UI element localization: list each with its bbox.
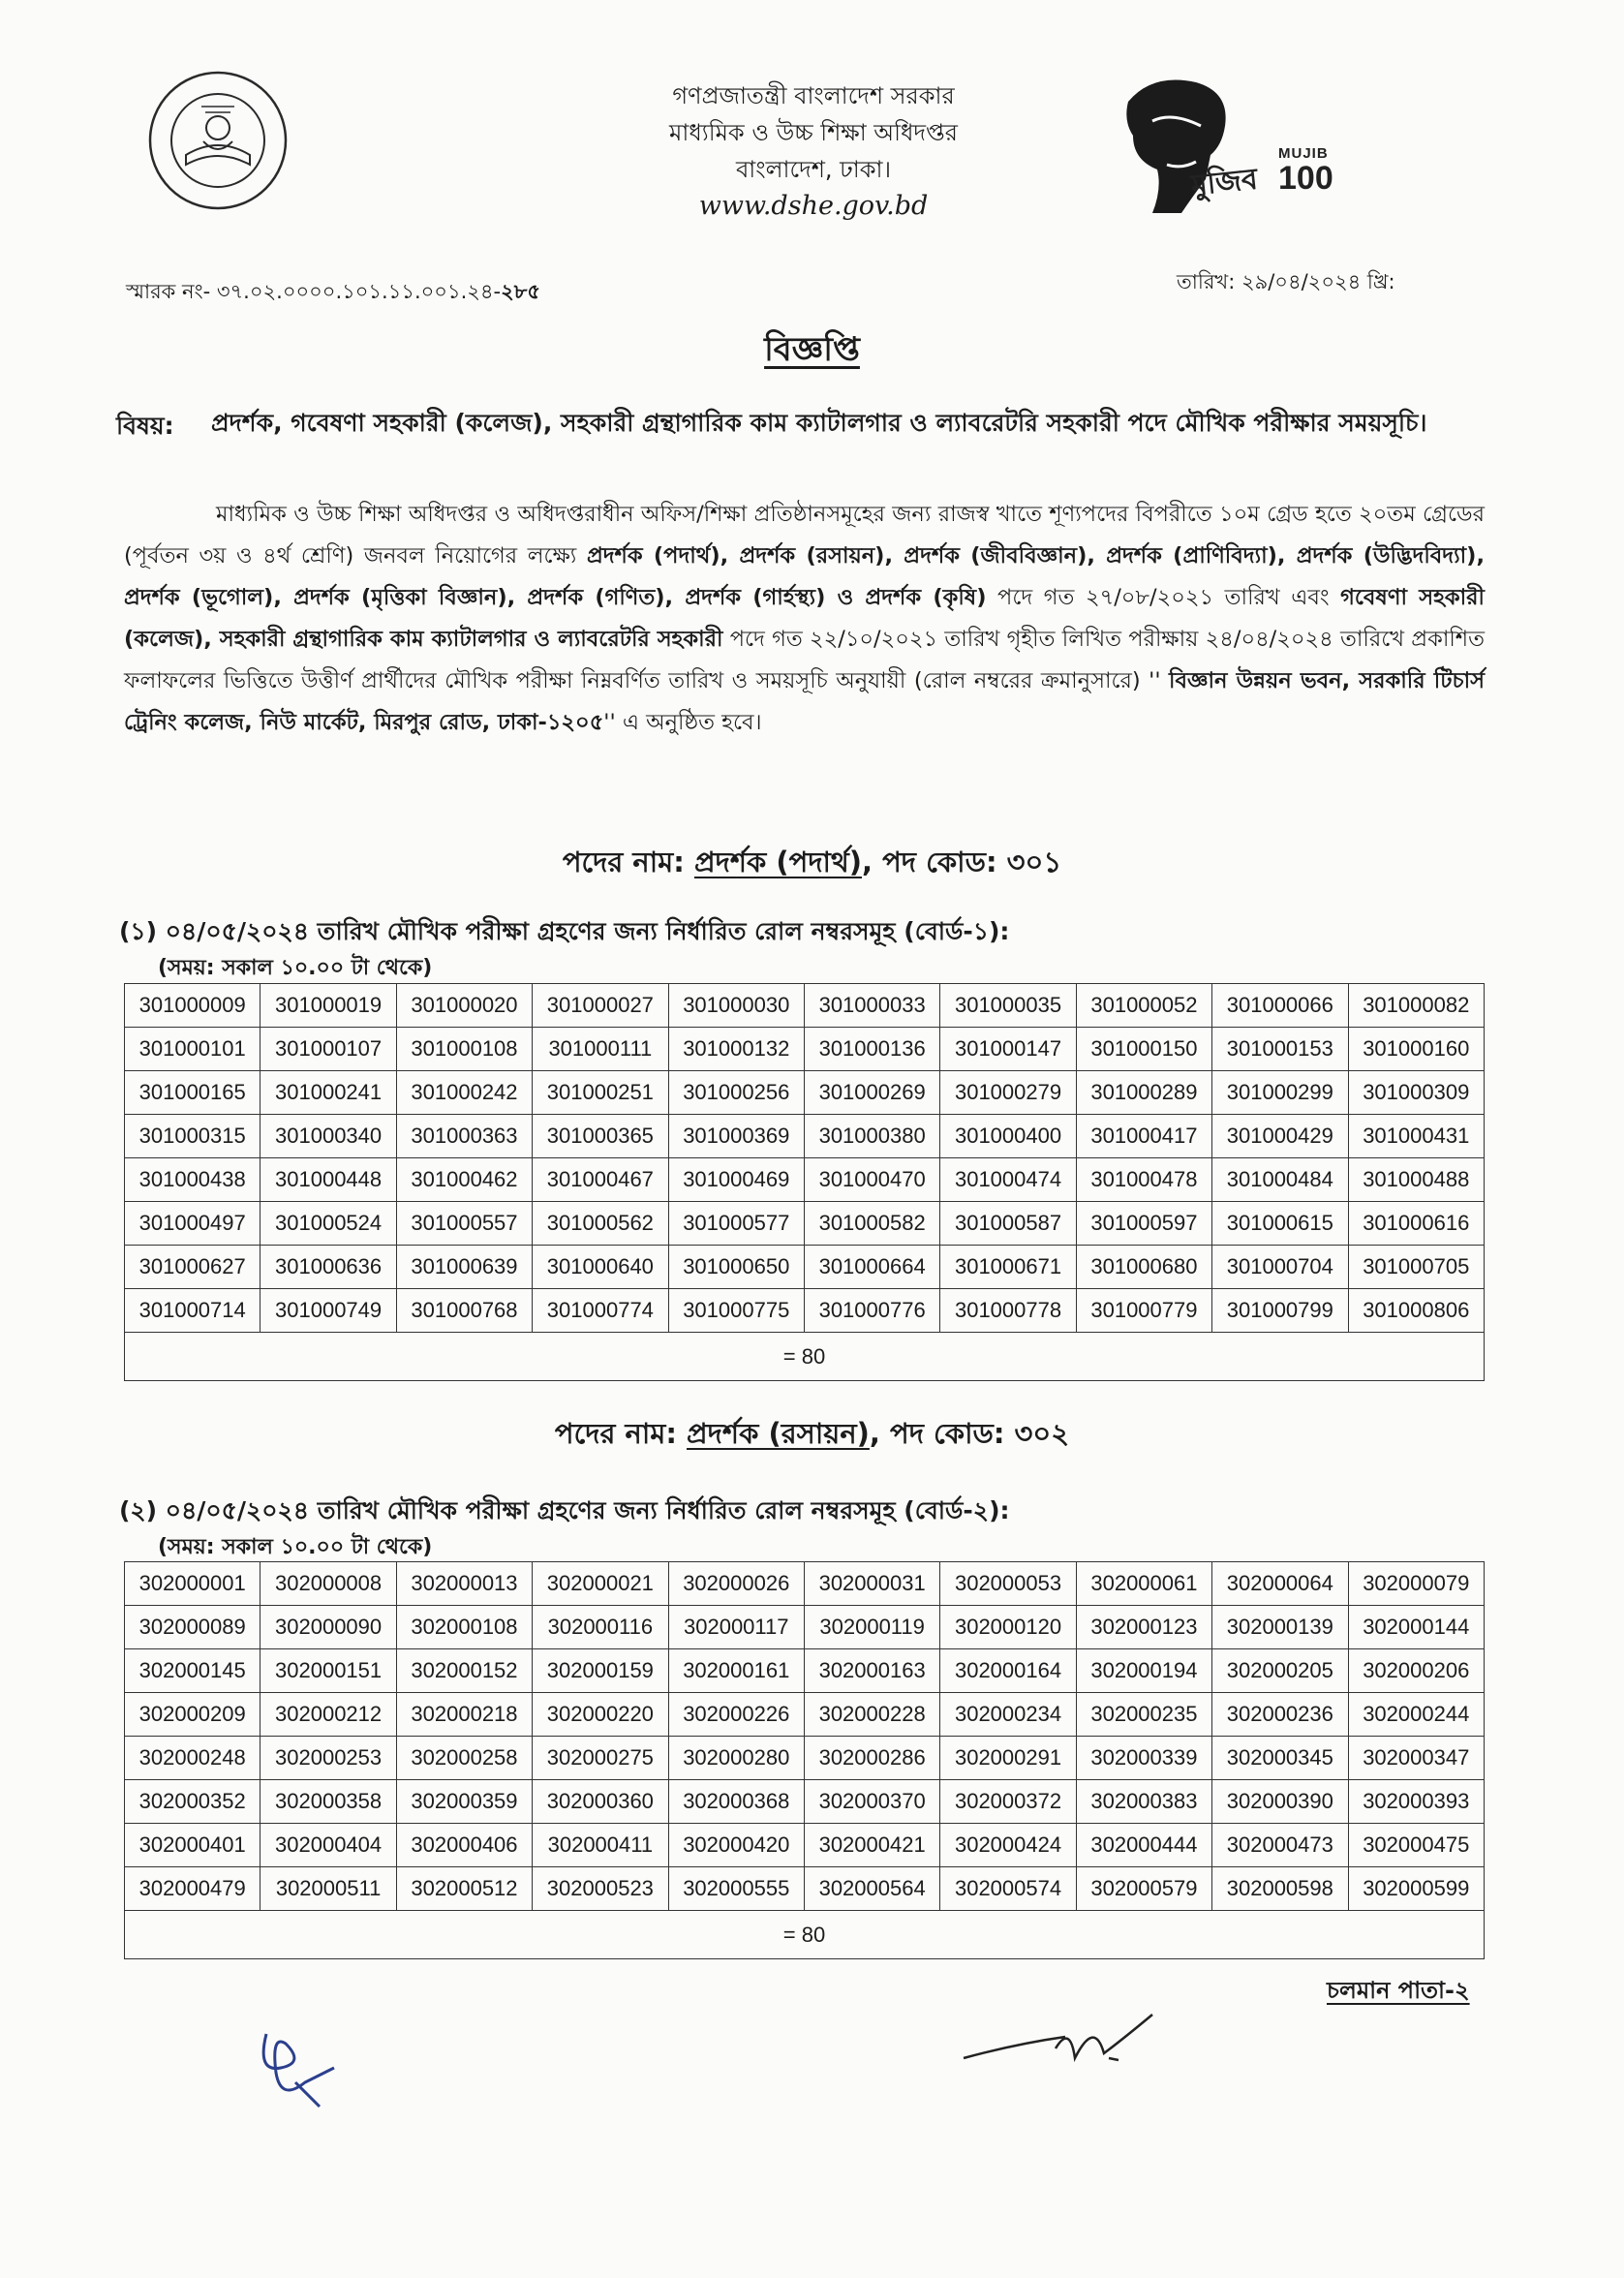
- roll-number-cell: 301000639: [396, 1246, 532, 1289]
- roll-number-cell: 301000111: [533, 1028, 668, 1071]
- roll-number-cell: 302000123: [1076, 1606, 1211, 1649]
- roll-number-cell: 301000597: [1076, 1202, 1211, 1246]
- roll-number-cell: 302000209: [125, 1693, 260, 1737]
- roll-number-cell: 301000448: [260, 1158, 396, 1202]
- table-row: [125, 1824, 1485, 1867]
- notice-date: তারিখ: ২৯/০৪/২০২৪ খ্রি:: [1177, 270, 1395, 293]
- roll-number-cell: 301000469: [668, 1158, 804, 1202]
- roll-number-cell: 301000027: [533, 984, 668, 1028]
- roll-number-cell: 301000616: [1348, 1202, 1484, 1246]
- roll-number-cell: 302000119: [804, 1606, 939, 1649]
- roll-number-cell: 301000132: [668, 1028, 804, 1071]
- roll-number-cell: 301000035: [940, 984, 1076, 1028]
- roll-number-cell: 301000438: [125, 1158, 260, 1202]
- roll-number-cell: 301000417: [1076, 1115, 1211, 1158]
- roll-number-cell: 301000400: [940, 1115, 1076, 1158]
- roll-number-cell: 301000380: [804, 1115, 939, 1158]
- table-row: [125, 1562, 1485, 1606]
- roll-number-cell: 301000749: [260, 1289, 396, 1333]
- roll-number-cell: 302000523: [533, 1867, 668, 1911]
- roll-number-cell: 302000161: [668, 1649, 804, 1693]
- roll-number-cell: 301000636: [260, 1246, 396, 1289]
- roll-number-cell: 301000704: [1212, 1246, 1348, 1289]
- subject-text: প্রদর্শক, গবেষণা সহকারী (কলেজ), সহকারী গ্রন্থাগারিক কাম ক্যাটালগার ও ল্যাবরেটরি সহকারী পদে মৌখিক পরীক্ষার সময়সূচি।: [211, 409, 1427, 437]
- roll-number-cell: 301000033: [804, 984, 939, 1028]
- government-header: [542, 77, 1085, 225]
- roll-number-cell: 302000206: [1348, 1649, 1484, 1693]
- gov-line-2: মাধ্যমিক ও উচ্চ শিক্ষা অধিদপ্তর: [669, 119, 958, 146]
- roll-number-cell: 301000470: [804, 1158, 939, 1202]
- roll-number-cell: 301000562: [533, 1202, 668, 1246]
- roll-number-cell: 302000090: [260, 1606, 396, 1649]
- roll-number-cell: 302000280: [668, 1737, 804, 1780]
- roll-number-cell: 302000089: [125, 1606, 260, 1649]
- roll-number-cell: 301000680: [1076, 1246, 1211, 1289]
- roll-number-cell: 302000163: [804, 1649, 939, 1693]
- table-row: [125, 1202, 1485, 1246]
- roll-number-cell: 302000479: [125, 1867, 260, 1911]
- roll-number-cell: 302000424: [940, 1824, 1076, 1867]
- total-row: [125, 1911, 1485, 1959]
- roll-number-cell: 301000251: [533, 1071, 668, 1115]
- roll-number-cell: 302000152: [396, 1649, 532, 1693]
- roll-number-cell: 301000165: [125, 1071, 260, 1115]
- roll-number-cell: 301000431: [1348, 1115, 1484, 1158]
- roll-number-cell: 301000488: [1348, 1158, 1484, 1202]
- roll-number-cell: 301000478: [1076, 1158, 1211, 1202]
- roll-number-cell: 302000218: [396, 1693, 532, 1737]
- roll-number-cell: 301000799: [1212, 1289, 1348, 1333]
- roll-number-cell: 302000512: [396, 1867, 532, 1911]
- roll-number-cell: 301000147: [940, 1028, 1076, 1071]
- roll-number-cell: 301000020: [396, 984, 532, 1028]
- roll-number-cell: 302000372: [940, 1780, 1076, 1824]
- website-url: www.dshe.gov.bd: [698, 191, 929, 221]
- roll-number-cell: 302000473: [1212, 1824, 1348, 1867]
- roll-number-cell: 302000393: [1348, 1780, 1484, 1824]
- memo-number-bold: ২৮৫: [501, 280, 541, 303]
- roll-number-cell: 301000363: [396, 1115, 532, 1158]
- roll-number-cell: 302000383: [1076, 1780, 1211, 1824]
- table-row: [125, 1246, 1485, 1289]
- roll-number-cell: 301000615: [1212, 1202, 1348, 1246]
- roll-number-cell: 302000151: [260, 1649, 396, 1693]
- roll-number-cell: 301000664: [804, 1246, 939, 1289]
- table-row: [125, 1737, 1485, 1780]
- continued-page-note: চলমান পাতা-২: [1327, 1977, 1470, 2004]
- roll-number-cell: 302000234: [940, 1693, 1076, 1737]
- roll-number-cell: 302000258: [396, 1737, 532, 1780]
- roll-number-cell: 301000778: [940, 1289, 1076, 1333]
- roll-number-cell: 301000256: [668, 1071, 804, 1115]
- roll-number-cell: 301000776: [804, 1289, 939, 1333]
- roll-number-cell: 301000671: [940, 1246, 1076, 1289]
- roll-number-cell: 302000564: [804, 1867, 939, 1911]
- roll-number-cell: 301000365: [533, 1115, 668, 1158]
- roll-number-cell: 301000009: [125, 984, 260, 1028]
- post-title-chemistry: পদের নাম: প্রদর্শক (রসায়ন), পদ কোড: ৩০২: [554, 1417, 1070, 1450]
- total-count: = 80: [125, 1911, 1485, 1959]
- mujib-100-wordmark: [1189, 145, 1333, 202]
- roll-number-cell: 301000775: [668, 1289, 804, 1333]
- roll-number-cell: 301000160: [1348, 1028, 1484, 1071]
- roll-number-cell: 302000511: [260, 1867, 396, 1911]
- total-row: [125, 1333, 1485, 1381]
- roll-number-cell: 302000194: [1076, 1649, 1211, 1693]
- roll-number-cell: 302000021: [533, 1562, 668, 1606]
- roll-number-cell: 302000120: [940, 1606, 1076, 1649]
- roll-number-cell: 301000150: [1076, 1028, 1211, 1071]
- gov-line-3: বাংলাদেশ, ঢাকা।: [735, 156, 892, 183]
- table-row: [125, 1071, 1485, 1115]
- roll-number-cell: 301000714: [125, 1289, 260, 1333]
- roll-number-cell: 302000064: [1212, 1562, 1348, 1606]
- roll-number-cell: 302000555: [668, 1867, 804, 1911]
- roll-number-cell: 301000467: [533, 1158, 668, 1202]
- roll-number-cell: 301000066: [1212, 984, 1348, 1028]
- roll-number-cell: 302000116: [533, 1606, 668, 1649]
- roll-number-cell: 301000241: [260, 1071, 396, 1115]
- roll-number-cell: 302000228: [804, 1693, 939, 1737]
- board-1-schedule: (১) ০৪/০৫/২০২৪ তারিখ মৌখিক পরীক্ষা গ্রহণের জন্য নির্ধারিত রোল নম্বরসমূহ (বোর্ড-১):: [119, 917, 1010, 945]
- table-row: [125, 1780, 1485, 1824]
- roll-table-chemistry: [124, 1561, 1485, 1959]
- roll-number-cell: 301000052: [1076, 984, 1211, 1028]
- mujib-bn-text: মুজিব: [1189, 163, 1260, 202]
- roll-number-cell: 301000587: [940, 1202, 1076, 1246]
- notice-body-paragraph: মাধ্যমিক ও উচ্চ শিক্ষা অধিদপ্তর ও অধিদপ্তরাধীন অফিস/শিক্ষা প্রতিষ্ঠানসমূহের জন্য রাজস্ব খাতে শূণ্যপদের বিপরীতে ১০ম গ্রেড হতে ২০তম গ্রেডের (পূর্বতন ৩য় ও ৪র্থ শ্রেণি) জনবল নিয়োগের লক্ষ্যে প্রদর্শক (পদার্থ), প্রদর্শক (রসায়ন), প্রদর্শক (জীববিজ্ঞান), প্রদর্শক (প্রাণিবিদ্যা), প্রদর্শক (উদ্ভিদবিদ্যা), প্রদর্শক (ভূগোল), প্রদর্শক (মৃত্তিকা বিজ্ঞান), প্রদর্শক (গণিত), প্রদর্শক (গার্হস্থ্য) ও প্রদর্শক (কৃষি) পদে গত ২৭/০৮/২০২১ তারিখ এবং গবেষণা সহকারী (কলেজ), সহকারী গ্রন্থাগারিক কাম ক্যাটালগার ও ল্যাবরেটরি সহকারী পদে গত ২২/১০/২০২১ তারিখ গৃহীত লিখিত পরীক্ষায় ২৪/০৪/২০২৪ তারিখে প্রকাশিত ফলাফলের ভিত্তিতে উত্তীর্ণ প্রার্থীদের মৌখিক পরীক্ষা নিম্নবর্ণিত তারিখ ও সময়সূচি অনুযায়ী (রোল নম্বরের ক্রমানুসারে) '' বিজ্ঞান উন্নয়ন ভবন, সরকারি টিচার্স ট্রেনিং কলেজ, নিউ মার্কেট, মিরপুর রোড, ঢাকা-১২০৫'' এ অনুষ্ঠিত হবে।: [124, 502, 1485, 735]
- roll-number-cell: 301000030: [668, 984, 804, 1028]
- roll-number-cell: 302000291: [940, 1737, 1076, 1780]
- gov-line-1: গণপ্রজাতন্ত্রী বাংলাদেশ সরকার: [672, 82, 955, 109]
- roll-number-cell: 301000369: [668, 1115, 804, 1158]
- roll-number-cell: 302000339: [1076, 1737, 1211, 1780]
- roll-number-cell: 301000315: [125, 1115, 260, 1158]
- roll-number-cell: 302000248: [125, 1737, 260, 1780]
- roll-number-cell: 302000026: [668, 1562, 804, 1606]
- roll-number-cell: 302000360: [533, 1780, 668, 1824]
- roll-number-cell: 302000404: [260, 1824, 396, 1867]
- roll-number-cell: 301000768: [396, 1289, 532, 1333]
- roll-number-cell: 301000627: [125, 1246, 260, 1289]
- roll-number-cell: 302000220: [533, 1693, 668, 1737]
- roll-number-cell: 302000352: [125, 1780, 260, 1824]
- memo-number: [126, 276, 540, 310]
- table-row: [125, 1867, 1485, 1911]
- roll-number-cell: 302000001: [125, 1562, 260, 1606]
- roll-number-cell: 302000008: [260, 1562, 396, 1606]
- dshe-emblem-logo: [145, 68, 291, 213]
- roll-number-cell: 301000484: [1212, 1158, 1348, 1202]
- roll-number-cell: 302000359: [396, 1780, 532, 1824]
- table-row: [125, 1649, 1485, 1693]
- roll-number-cell: 302000390: [1212, 1780, 1348, 1824]
- roll-number-cell: 301000153: [1212, 1028, 1348, 1071]
- roll-number-cell: 301000640: [533, 1246, 668, 1289]
- subject-label: বিষয়:: [116, 412, 174, 440]
- roll-number-cell: 301000101: [125, 1028, 260, 1071]
- roll-number-cell: 302000368: [668, 1780, 804, 1824]
- roll-number-cell: 302000574: [940, 1867, 1076, 1911]
- roll-number-cell: 302000145: [125, 1649, 260, 1693]
- roll-number-cell: 302000159: [533, 1649, 668, 1693]
- roll-number-cell: 302000053: [940, 1562, 1076, 1606]
- roll-number-cell: 301000806: [1348, 1289, 1484, 1333]
- table-row: [125, 1158, 1485, 1202]
- board-2-time: (সময়: সকাল ১০.০০ টা থেকে): [158, 1535, 433, 1559]
- board-2-schedule: (২) ০৪/০৫/২০২৪ তারিখ মৌখিক পরীক্ষা গ্রহণের জন্য নির্ধারিত রোল নম্বরসমূহ (বোর্ড-২):: [119, 1496, 1010, 1524]
- mujib-100-number: 100: [1278, 160, 1333, 197]
- roll-number-cell: 301000650: [668, 1246, 804, 1289]
- roll-number-cell: 302000421: [804, 1824, 939, 1867]
- roll-number-cell: 302000345: [1212, 1737, 1348, 1780]
- roll-number-cell: 302000420: [668, 1824, 804, 1867]
- roll-number-cell: 302000061: [1076, 1562, 1211, 1606]
- roll-number-cell: 301000705: [1348, 1246, 1484, 1289]
- roll-number-cell: 301000524: [260, 1202, 396, 1246]
- roll-number-cell: 301000242: [396, 1071, 532, 1115]
- post-title-physics: পদের নাম: প্রদর্শক (পদার্থ), পদ কোড: ৩০১: [562, 846, 1062, 878]
- roll-number-cell: 301000429: [1212, 1115, 1348, 1158]
- roll-number-cell: 301000279: [940, 1071, 1076, 1115]
- roll-number-cell: 301000779: [1076, 1289, 1211, 1333]
- roll-number-cell: 301000019: [260, 984, 396, 1028]
- roll-number-cell: 301000577: [668, 1202, 804, 1246]
- roll-number-cell: 301000557: [396, 1202, 532, 1246]
- roll-number-cell: 301000497: [125, 1202, 260, 1246]
- roll-number-cell: 302000226: [668, 1693, 804, 1737]
- roll-number-cell: 302000579: [1076, 1867, 1211, 1911]
- table-row: [125, 1606, 1485, 1649]
- roll-number-cell: 301000299: [1212, 1071, 1348, 1115]
- roll-number-cell: 302000212: [260, 1693, 396, 1737]
- roll-number-cell: 302000205: [1212, 1649, 1348, 1693]
- board-1-time: (সময়: সকাল ১০.০০ টা থেকে): [158, 956, 433, 980]
- roll-number-cell: 302000164: [940, 1649, 1076, 1693]
- roll-number-cell: 302000244: [1348, 1693, 1484, 1737]
- roll-number-cell: 302000370: [804, 1780, 939, 1824]
- roll-number-cell: 301000774: [533, 1289, 668, 1333]
- roll-number-cell: 302000108: [396, 1606, 532, 1649]
- roll-table-physics: [124, 983, 1485, 1381]
- roll-number-cell: 302000139: [1212, 1606, 1348, 1649]
- roll-number-cell: 301000474: [940, 1158, 1076, 1202]
- roll-number-cell: 301000462: [396, 1158, 532, 1202]
- roll-number-cell: 302000444: [1076, 1824, 1211, 1867]
- memo-label: স্মারক নং- ৩৭.০২.০০০০.১০১.১১.০০১.২৪-: [126, 280, 502, 303]
- signature-right: [959, 2000, 1181, 2078]
- roll-number-cell: 302000475: [1348, 1824, 1484, 1867]
- roll-number-cell: 302000235: [1076, 1693, 1211, 1737]
- roll-number-cell: 302000599: [1348, 1867, 1484, 1911]
- roll-number-cell: 302000358: [260, 1780, 396, 1824]
- roll-number-cell: 302000236: [1212, 1693, 1348, 1737]
- roll-number-cell: 302000031: [804, 1562, 939, 1606]
- table-row: [125, 1028, 1485, 1071]
- roll-number-cell: 301000107: [260, 1028, 396, 1071]
- roll-number-cell: 302000286: [804, 1737, 939, 1780]
- roll-number-cell: 302000079: [1348, 1562, 1484, 1606]
- roll-number-cell: 302000013: [396, 1562, 532, 1606]
- total-count: = 80: [125, 1333, 1485, 1381]
- roll-number-cell: 301000136: [804, 1028, 939, 1071]
- roll-number-cell: 301000309: [1348, 1071, 1484, 1115]
- notice-title: বিজ্ঞপ্তি: [764, 330, 860, 369]
- signature-left: [247, 2015, 363, 2111]
- roll-number-cell: 302000406: [396, 1824, 532, 1867]
- roll-number-cell: 301000340: [260, 1115, 396, 1158]
- table-row: [125, 1693, 1485, 1737]
- roll-number-cell: 302000275: [533, 1737, 668, 1780]
- roll-number-cell: 302000117: [668, 1606, 804, 1649]
- mujib-en-text: MUJIB: [1278, 145, 1329, 162]
- roll-number-cell: 301000582: [804, 1202, 939, 1246]
- table-row: [125, 1115, 1485, 1158]
- roll-number-cell: 302000411: [533, 1824, 668, 1867]
- roll-number-cell: 302000253: [260, 1737, 396, 1780]
- roll-number-cell: 302000144: [1348, 1606, 1484, 1649]
- roll-number-cell: 302000401: [125, 1824, 260, 1867]
- table-row: [125, 1289, 1485, 1333]
- roll-number-cell: 302000347: [1348, 1737, 1484, 1780]
- roll-number-cell: 301000108: [396, 1028, 532, 1071]
- table-row: [125, 984, 1485, 1028]
- roll-number-cell: 301000289: [1076, 1071, 1211, 1115]
- roll-number-cell: 301000082: [1348, 984, 1484, 1028]
- roll-number-cell: 301000269: [804, 1071, 939, 1115]
- roll-number-cell: 302000598: [1212, 1867, 1348, 1911]
